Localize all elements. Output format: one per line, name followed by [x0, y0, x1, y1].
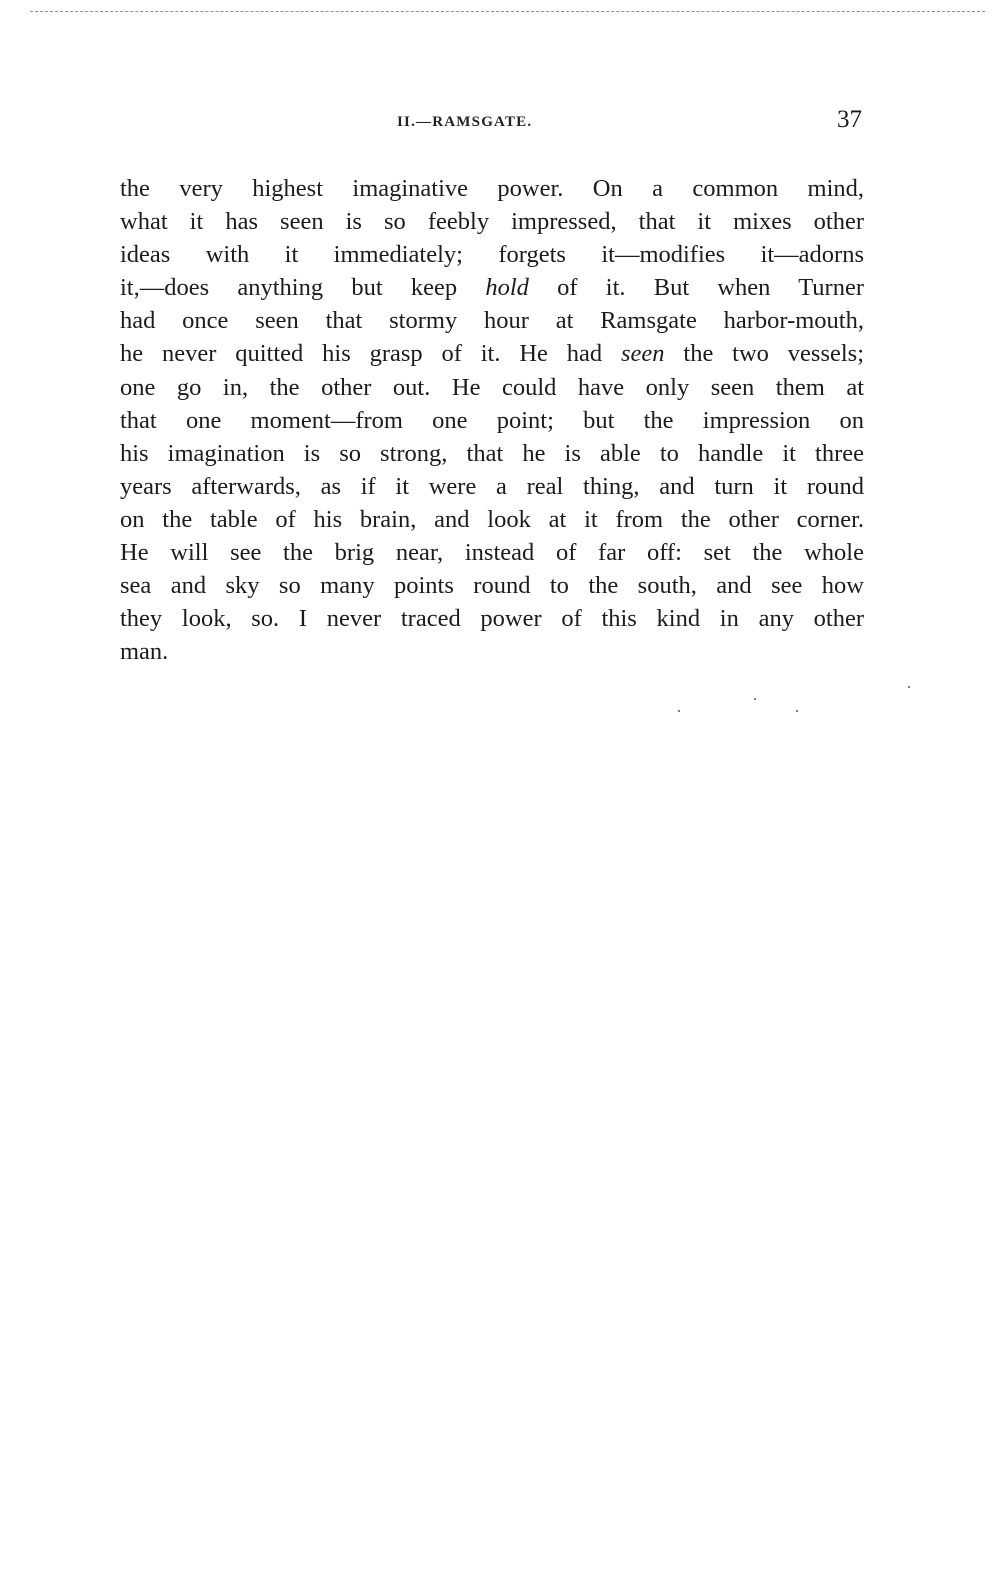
text-run: of it. But when Turner	[528, 274, 864, 302]
scan-speck	[754, 698, 756, 700]
scan-edge-line	[30, 11, 985, 12]
text-line: his imagination is so strong, that he is able to handle it three	[120, 439, 864, 467]
text-line: on the table of his brain, and look at it from the other corner.	[120, 505, 864, 533]
body-paragraph	[120, 172, 864, 668]
scan-speck	[678, 710, 680, 712]
scan-speck	[908, 686, 910, 688]
text-line: He will see the brig near, instead of far off: set the whole	[120, 539, 864, 567]
text-line: ideas with it immediately; forgets it—modifies it—adorns	[120, 241, 864, 269]
text-line: they look, so. I never traced power of this kind in any other	[120, 605, 864, 633]
scan-specks	[670, 680, 920, 720]
emphasis-hold: hold	[485, 274, 529, 302]
text-line: had once seen that stormy hour at Ramsgate harbor-mouth,	[120, 307, 864, 335]
text-line: the very highest imaginative power. On a common mind,	[120, 175, 864, 202]
text-line: years afterwards, as if it were a real thing, and turn it round	[120, 472, 864, 500]
emphasis-seen: seen	[621, 340, 665, 368]
running-head	[120, 106, 864, 142]
scan-speck	[796, 710, 798, 712]
text-run: he never quitted his grasp of it. He had	[120, 340, 621, 368]
page-number: 37	[837, 106, 862, 133]
text-line: what it has seen is so feebly impressed, that it mixes other	[120, 208, 864, 236]
running-title: II.—RAMSGATE.	[397, 114, 533, 130]
text-run: the two vessels;	[664, 340, 864, 368]
text-run: it,—does anything but keep	[120, 274, 486, 302]
text-line: man.	[120, 638, 169, 666]
text-line: one go in, the other out. He could have only seen them at	[120, 373, 864, 401]
text-line	[120, 271, 864, 304]
text-line: that one moment—from one point; but the impression on	[120, 406, 864, 434]
text-line	[120, 337, 864, 370]
text-line: sea and sky so many points round to the south, and see how	[120, 572, 864, 600]
